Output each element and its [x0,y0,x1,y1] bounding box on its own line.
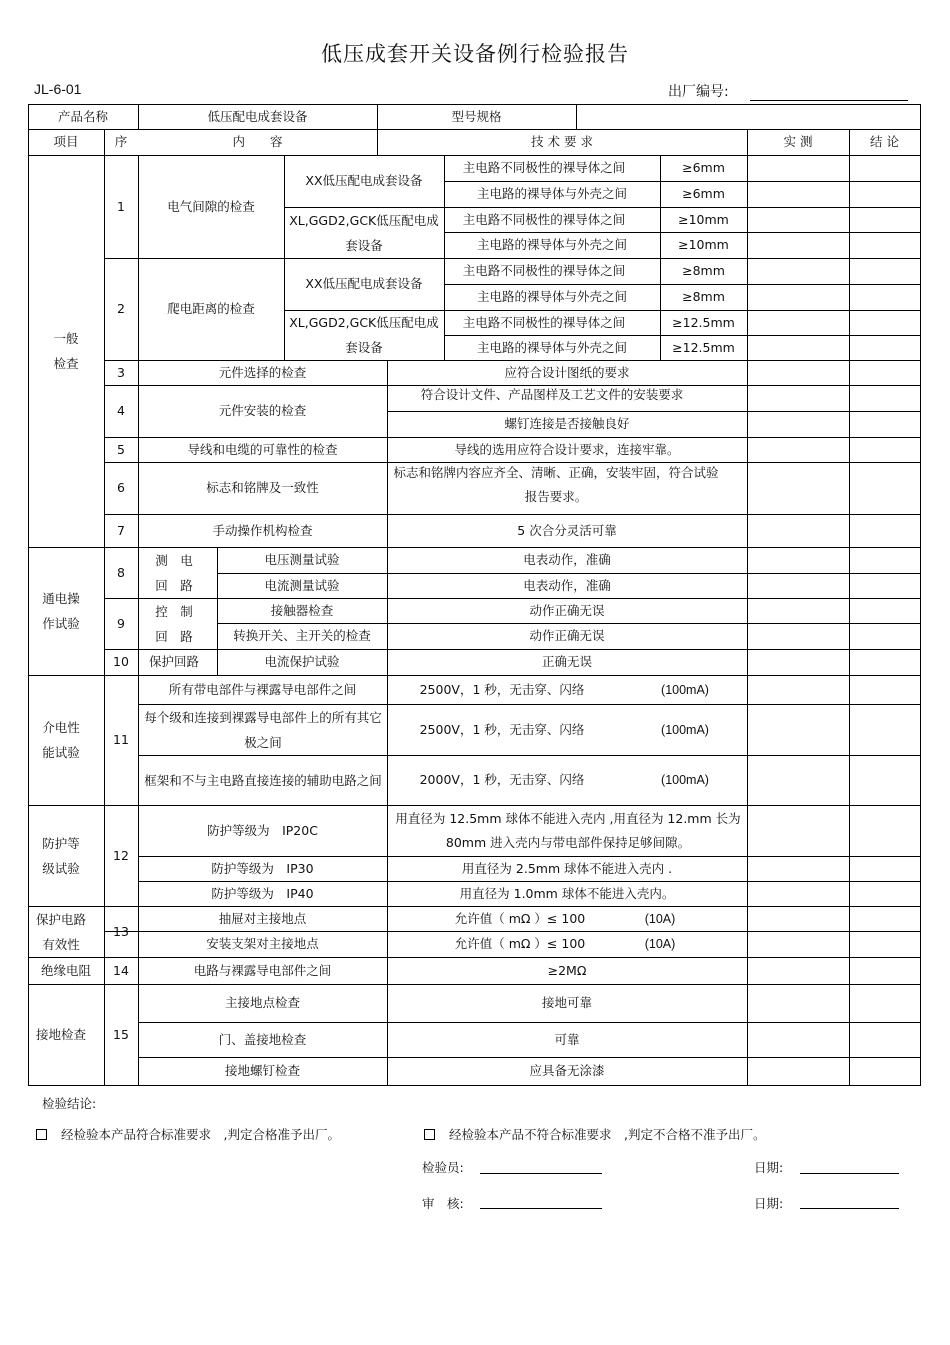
test-current-value: (10A) [644,937,676,951]
seq-14: 14 [113,962,129,978]
serial-number-label: 出厂编号: [668,84,729,100]
seq-8: 8 [117,564,125,580]
device-type-b: XL,GGD2,GCK低压配电成套设备 [289,315,439,355]
requirement-text: 电表动作，准确 [523,552,611,567]
seq-10: 10 [113,654,129,669]
protection-ip30: 防护等级为 IP30 [211,860,314,876]
requirement-text: 主电路的裸导体与外壳之间 [476,339,627,355]
group-protection-circuit: 保护回路 [148,654,199,669]
requirement-text: 标志和铭牌内容应齐全、清晰、正确，安装牢固，符合试验报告要求。 [393,465,719,504]
circuit-bracket: 安装支架对主接地点 [206,936,319,951]
test-current: 电流测量试验 [264,577,340,593]
seq-6: 6 [117,480,125,495]
requirement-text: 可靠 [554,1031,580,1047]
requirement-text: 螺钉连接是否接触良好 [504,416,630,431]
model-value[interactable] [576,104,920,129]
category-protection: 防护等 级试验 [42,835,80,876]
date-label: 日期: [754,1196,784,1211]
device-type-a: XX低压配电成套设备 [305,173,423,188]
seq-1: 1 [117,198,125,214]
conclusion-label: 检验结论: [42,1096,97,1111]
requirement-value: ≥12.5mm [672,339,735,355]
seq-5: 5 [117,441,125,457]
grounding-screw: 接地螺钉检查 [224,1063,300,1078]
fail-text: 经检验本产品不符合标准要求 ,判定不合格不准予出厂。 [449,1127,766,1142]
reviewer-field[interactable] [480,1208,602,1209]
pass-text: 经检验本产品符合标准要求 ,判定合格准予出厂。 [61,1127,340,1142]
group-measuring-circuit: 测 电 回 路 [155,552,193,593]
requirement-text: 用直径为 2.5mm 球体不能进入壳内 . [461,860,673,876]
test-current-value: (10A) [644,911,676,926]
requirement-text: 主电路的裸导体与外壳之间 [476,237,627,252]
test-contactor: 接触器检查 [270,602,334,618]
requirement-value: ≥10mm [678,237,729,252]
protection-ip20c: 防护等级为 IP20C [207,822,318,838]
requirement-text: 2500V，1 秒，无击穿、闪络 [419,721,585,737]
inspector-label: 检验员: [422,1160,464,1175]
seq-3: 3 [117,364,125,380]
requirement-value: ≥8mm [682,263,725,278]
seq-4: 4 [117,403,125,418]
requirement-text: 主电路不同极性的裸导体之间 [462,314,626,330]
report-title: 低压成套开关设备例行检验报告 [321,42,629,66]
dielectric-item-b: 每个级和连接到裸露导电部件上的所有其它极之间 [144,709,382,750]
date-label: 日期: [754,1160,784,1175]
seq-2: 2 [117,301,125,316]
column-header-seq: 序 [114,134,128,149]
requirement-text: 应符合设计图纸的要求 [504,364,630,380]
category-power-on: 通电操 作试验 [42,591,80,631]
seq-15: 15 [113,1026,129,1042]
category-dielectric: 介电性 能试验 [42,720,80,760]
requirement-value: ≥6mm [682,160,725,175]
item-wire-reliability: 导线和电缆的可靠性的检查 [187,441,338,457]
reviewer-label: 审 核: [422,1196,464,1211]
requirement-text: 符合设计文件、产品图样及工艺文件的安装要求 [420,387,684,402]
requirement-text: 应具备无涂漆 [529,1063,605,1078]
item-nameplate: 标志和铭牌及一致性 [206,480,319,495]
seq-9: 9 [117,615,125,631]
protection-ip40: 防护等级为 IP40 [211,885,314,901]
column-header-tech: 技 术 要 求 [531,134,593,149]
dielectric-item-c: 框架和不与主电路直接连接的辅助电路之间 [144,772,382,788]
requirement-value: ≥6mm [682,186,725,201]
circuit-drawer: 抽屉对主接地点 [218,910,307,926]
fail-checkbox[interactable] [424,1129,435,1140]
product-name-label: 产品名称 [57,108,108,124]
test-current-value: (100mA) [661,682,709,697]
pass-checkbox[interactable] [36,1129,47,1140]
requirement-text: 允许值（ mΩ ）≤ 100 [454,936,586,951]
seq-11: 11 [113,732,129,747]
category-grounding: 接地检查 [35,1026,86,1042]
model-label: 型号规格 [451,108,502,124]
requirement-text: 用直径为 12.5mm 球体不能进入壳内 ,用直径为 12.mm 长为 80mm 进入壳内与带电部件保持足够间隙。 [395,810,741,850]
requirement-text: 接地可靠 [541,995,592,1010]
requirement-text: 允许值（ mΩ ）≤ 100 [454,910,586,926]
category-general: 一般 检查 [53,331,79,371]
requirement-text: 用直径为 1.0mm 球体不能进入壳内。 [459,885,675,901]
seq-12: 12 [113,847,129,863]
requirement-text: 导线的选用应符合设计要求，连接牢靠。 [454,441,680,457]
requirement-text: 主电路的裸导体与外壳之间 [476,186,627,201]
requirement-text: 主电路不同极性的裸导体之间 [462,211,626,227]
requirement-text: 2500V，1 秒，无击穿、闪络 [419,681,585,697]
grounding-door: 门、盖接地检查 [218,1031,307,1047]
seq-13: 13 [113,923,129,939]
requirement-text: 主电路不同极性的裸导体之间 [462,263,626,278]
device-type-b: XL,GGD2,GCK低压配电成套设备 [289,212,439,253]
column-header-item: 项目 [53,134,79,149]
inspector-date-field[interactable] [800,1173,899,1174]
seq-7: 7 [117,522,125,538]
requirement-value: ≥12.5mm [672,314,735,330]
dielectric-item-a: 所有带电部件与裸露导电部件之间 [168,681,357,697]
test-current-value: (100mA) [661,773,709,787]
item-creepage: 爬电距离的检查 [167,301,255,316]
category-insulation: 绝缘电阻 [40,962,91,978]
requirement-text: 主电路不同极性的裸导体之间 [462,160,626,175]
product-name-value[interactable]: 低压配电成套设备 [207,108,308,124]
requirement-text: 5 次合分灵活可靠 [517,522,617,538]
item-component-selection: 元件选择的检查 [218,364,307,380]
requirement-text: 动作正确无误 [529,602,605,618]
test-voltage: 电压测量试验 [264,552,340,567]
requirement-text: 2000V，1 秒，无击穿、闪络 [419,772,585,787]
device-type-a: XX低压配电成套设备 [305,276,423,291]
grounding-main: 主接地点检查 [224,995,300,1010]
insulation-item: 电路与裸露导电部件之间 [193,962,332,978]
requirement-text: 电表动作，准确 [523,577,611,593]
fail-option[interactable] [424,1125,765,1143]
item-component-installation: 元件安装的检查 [218,403,307,418]
item-clearance: 电气间隙的检查 [167,198,255,214]
requirement-text: 主电路的裸导体与外壳之间 [476,289,627,304]
reviewer-date-field[interactable] [800,1208,899,1209]
document-code: JL-6-01 [34,81,82,97]
column-header-measured: 实 测 [783,134,813,149]
requirement-text: 正确无误 [541,654,592,669]
requirement-text: 动作正确无误 [529,628,605,643]
requirement-value: ≥8mm [682,289,725,304]
group-control-circuit: 控 制 回 路 [155,603,193,644]
column-header-conclusion: 结 论 [870,134,899,149]
inspector-field[interactable] [480,1173,602,1174]
category-protective-circuit: 保护电路 有效性 [35,911,86,952]
test-current-protection: 电流保护试验 [264,654,340,669]
column-header-content: 内 容 [232,134,283,149]
test-switch: 转换开关、主开关的检查 [233,628,371,643]
requirement-value: ≥10mm [678,211,729,227]
pass-option[interactable] [36,1125,340,1143]
item-manual-operation: 手动操作机构检查 [212,522,313,538]
requirement-text: ≥2MΩ [547,962,587,978]
test-current-value: (100mA) [661,722,709,737]
